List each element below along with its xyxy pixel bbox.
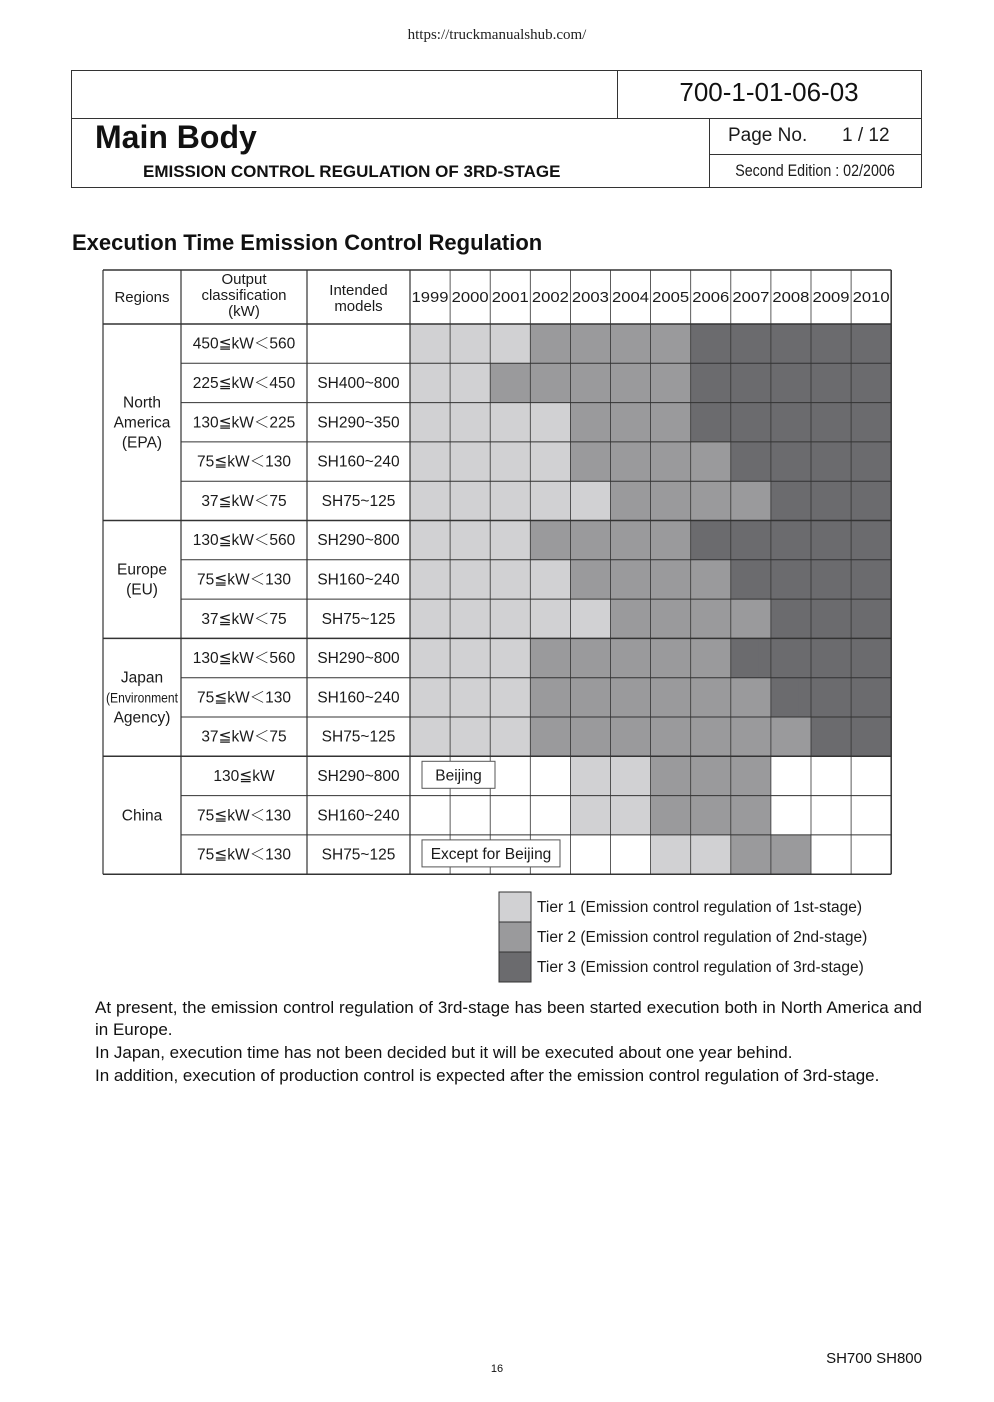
year-label: 2007 xyxy=(732,290,770,306)
tier-cell xyxy=(731,599,771,638)
tier-cell xyxy=(731,717,771,756)
tier-cell xyxy=(611,756,651,795)
year-label: 1999 xyxy=(411,290,449,306)
region-label: (Environment xyxy=(106,689,179,706)
header-models: models xyxy=(334,298,383,315)
tier-cell xyxy=(731,796,771,835)
header-regions: Regions xyxy=(114,289,170,306)
tier-cell xyxy=(651,403,691,442)
tier-cell xyxy=(570,796,610,835)
model-label: SH160~240 xyxy=(317,689,400,707)
region-label: North xyxy=(123,394,161,412)
tier-cell xyxy=(450,599,490,638)
tier-cell xyxy=(839,717,891,756)
tier-cell xyxy=(490,638,530,677)
paragraph: In addition, execution of production control is expected after the emission control regulation of 3rd-stage. xyxy=(95,1066,880,1085)
paragraph: At present, the emission control regulation of 3rd-stage has been started execution both in North America and in Europe. xyxy=(95,998,922,1039)
tier-cell xyxy=(851,363,891,402)
tier-cell xyxy=(450,678,490,717)
year-label: 2006 xyxy=(692,290,730,306)
tier-cell xyxy=(691,756,731,795)
tier-cell xyxy=(530,403,570,442)
output-class-label: 225≦kW＜450 xyxy=(192,374,296,392)
output-class-label: 37≦kW＜75 xyxy=(201,492,287,510)
tier-cell xyxy=(570,678,610,717)
footer-page-number: 16 xyxy=(490,1363,504,1375)
tier-cell xyxy=(611,638,651,677)
year-label: 2000 xyxy=(451,290,489,306)
output-class-label: 130≦kW＜560 xyxy=(192,532,296,550)
tier-cell xyxy=(691,363,731,402)
legend-swatch xyxy=(499,952,531,982)
tier-cell xyxy=(651,481,691,520)
tier-cell xyxy=(450,638,490,677)
tier-cell xyxy=(851,442,891,481)
tier-cell xyxy=(570,481,610,520)
model-label: SH160~240 xyxy=(317,453,400,471)
tier-cell xyxy=(611,521,651,560)
tier-cell xyxy=(811,521,851,560)
tier-cell xyxy=(651,442,691,481)
output-class-label: 75≦kW＜130 xyxy=(197,453,291,471)
section-title: Execution Time Emission Control Regulation xyxy=(72,230,543,255)
model-label: SH75~125 xyxy=(321,728,396,746)
tier-cell xyxy=(410,481,450,520)
tier-cell xyxy=(611,363,651,402)
tier-cell xyxy=(530,717,570,756)
tier-cell xyxy=(851,835,891,874)
tier-cell xyxy=(771,481,811,520)
header-output: Output xyxy=(221,271,267,288)
header-output: (kW) xyxy=(228,303,260,320)
region-label: China xyxy=(121,807,163,825)
tier-cell xyxy=(771,599,811,638)
tier-cell xyxy=(450,403,490,442)
model-label: SH75~125 xyxy=(321,846,396,864)
tier-cell xyxy=(651,363,691,402)
region-label: America xyxy=(113,414,171,432)
tier-cell xyxy=(731,403,771,442)
model-label: SH290~800 xyxy=(317,767,400,785)
tier-cell xyxy=(611,599,651,638)
tier-cell xyxy=(771,796,811,835)
tier-cell xyxy=(731,481,771,520)
output-class-label: 130≦kW xyxy=(213,767,275,785)
tier-cell xyxy=(410,521,450,560)
region-label: Agency) xyxy=(113,709,171,727)
tier-cell xyxy=(811,560,851,599)
output-class-label: 75≦kW＜130 xyxy=(197,807,291,825)
year-label: 2004 xyxy=(612,290,650,306)
tier-cell xyxy=(799,678,891,717)
tier-cell xyxy=(530,756,570,795)
tier-cell xyxy=(410,796,450,835)
tier-cell xyxy=(691,717,731,756)
tier-cell xyxy=(530,638,570,677)
footer-model: SH700 SH800 xyxy=(826,1350,922,1367)
tier-cell xyxy=(851,324,891,363)
output-class-label: 75≦kW＜130 xyxy=(197,571,291,589)
output-class-label: 75≦kW＜130 xyxy=(197,689,291,707)
tier-cell xyxy=(410,638,450,677)
tier-cell xyxy=(651,756,691,795)
tier-cell xyxy=(530,363,570,402)
tier-cell xyxy=(530,481,570,520)
tier-cell xyxy=(611,796,651,835)
tier-cell xyxy=(759,638,891,677)
tier-cell xyxy=(851,796,891,835)
tier-cell xyxy=(651,324,691,363)
tier-cell xyxy=(691,678,731,717)
tier-cell xyxy=(570,403,610,442)
tier-cell xyxy=(570,324,610,363)
tier-cell xyxy=(410,403,450,442)
tier-cell xyxy=(691,560,731,599)
output-class-label: 450≦kW＜560 xyxy=(192,335,296,353)
tier-cell xyxy=(530,560,570,599)
document-number: 700-1-01-06-03 xyxy=(679,77,859,107)
tier-cell xyxy=(651,717,691,756)
output-class-label: 130≦kW＜560 xyxy=(192,650,296,668)
tier-cell xyxy=(490,560,530,599)
tier-cell xyxy=(811,835,851,874)
source-url[interactable]: https://truckmanualshub.com/ xyxy=(407,27,587,43)
tier-cell xyxy=(611,442,651,481)
tier-cell xyxy=(611,717,651,756)
tier-cell xyxy=(771,717,811,756)
year-label: 2008 xyxy=(772,290,810,306)
tier-cell xyxy=(410,678,450,717)
year-label: 2010 xyxy=(852,290,890,306)
tier-cell xyxy=(530,442,570,481)
tier-cell xyxy=(811,599,851,638)
year-label: 2005 xyxy=(652,290,690,306)
tier-cell xyxy=(450,442,490,481)
model-label: SH160~240 xyxy=(317,807,400,825)
tier-cell xyxy=(611,403,651,442)
tier-cell xyxy=(811,363,851,402)
tier-cell xyxy=(731,442,771,481)
tier-cell xyxy=(731,678,771,717)
model-label: SH290~800 xyxy=(317,532,400,550)
tier-cell xyxy=(611,835,651,874)
tier-cell xyxy=(570,717,610,756)
output-class-label: 37≦kW＜75 xyxy=(201,610,287,628)
tier-cell xyxy=(651,638,691,677)
tier-cell xyxy=(691,638,731,677)
tier-cell xyxy=(851,403,891,442)
tier-cell xyxy=(490,481,530,520)
tier-cell xyxy=(570,835,610,874)
tier-cell xyxy=(851,481,891,520)
tier-cell xyxy=(410,599,450,638)
year-label: 2009 xyxy=(812,290,850,306)
tier-cell xyxy=(490,324,530,363)
tier-cell xyxy=(490,678,530,717)
tier-cell xyxy=(530,521,570,560)
legend-label: Tier 2 (Emission control regulation of 2nd-stage) xyxy=(537,929,868,946)
tier-cell xyxy=(651,835,691,874)
annotation-label: Beijing xyxy=(435,767,482,785)
tier-cell xyxy=(771,363,811,402)
region-label: Japan xyxy=(120,669,164,687)
tier-cell xyxy=(771,756,811,795)
region-label: Europe xyxy=(117,561,167,579)
tier-cell xyxy=(691,324,731,363)
tier-cell xyxy=(651,796,691,835)
tier-cell xyxy=(570,521,610,560)
tier-cell xyxy=(811,796,851,835)
tier-cell xyxy=(570,756,610,795)
tier-cell xyxy=(731,521,771,560)
tier-cell xyxy=(450,324,490,363)
tier-cell xyxy=(450,363,490,402)
model-label: SH400~800 xyxy=(317,374,400,392)
legend-label: Tier 3 (Emission control regulation of 3rd-stage) xyxy=(537,959,864,976)
page-number-value: 1 / 12 xyxy=(842,125,890,146)
tier-cell xyxy=(410,324,450,363)
paragraph: In Japan, execution time has not been decided but it will be executed about one year behind. xyxy=(95,1043,793,1062)
tier-cell xyxy=(530,324,570,363)
region-label: (EU) xyxy=(126,581,158,599)
tier-cell xyxy=(731,363,771,402)
tier-cell xyxy=(851,599,891,638)
tier-cell xyxy=(450,717,490,756)
tier-cell xyxy=(490,599,530,638)
year-label: 2003 xyxy=(571,290,609,306)
tier-cell xyxy=(731,835,771,874)
tier-cell xyxy=(851,756,891,795)
output-class-label: 37≦kW＜75 xyxy=(201,728,287,746)
tier-cell xyxy=(651,521,691,560)
tier-cell xyxy=(490,442,530,481)
tier-cell xyxy=(570,599,610,638)
page-title: Main Body xyxy=(95,119,257,155)
tier-cell xyxy=(691,521,731,560)
output-class-label: 130≦kW＜225 xyxy=(192,414,296,432)
model-label: SH75~125 xyxy=(321,492,396,510)
tier-cell xyxy=(771,324,811,363)
tier-cell xyxy=(811,403,851,442)
tier-cell xyxy=(851,560,891,599)
tier-cell xyxy=(731,560,771,599)
annotation-label: Except for Beijing xyxy=(430,845,552,863)
model-label: SH160~240 xyxy=(317,571,400,589)
tier-cell xyxy=(691,796,731,835)
tier-cell xyxy=(811,324,851,363)
legend-swatch xyxy=(499,892,531,922)
tier-cell xyxy=(651,678,691,717)
tier-cell xyxy=(490,796,530,835)
tier-cell xyxy=(570,442,610,481)
page-number-label: Page No. xyxy=(728,125,808,146)
tier-cell xyxy=(691,403,731,442)
tier-cell xyxy=(450,560,490,599)
tier-cell xyxy=(811,481,851,520)
tier-cell xyxy=(611,324,651,363)
tier-cell xyxy=(490,756,530,795)
tier-cell xyxy=(490,717,530,756)
tier-cell xyxy=(490,363,530,402)
tier-cell xyxy=(611,560,651,599)
edition-label: Second Edition : 02/2006 xyxy=(735,161,895,180)
tier-cell xyxy=(771,403,811,442)
tier-cell xyxy=(771,835,811,874)
tier-cell xyxy=(410,442,450,481)
tier-cell xyxy=(611,481,651,520)
tier-cell xyxy=(771,560,811,599)
tier-cell xyxy=(651,599,691,638)
tier-cell xyxy=(771,521,811,560)
tier-cell xyxy=(490,403,530,442)
tier-cell xyxy=(570,560,610,599)
tier-cell xyxy=(651,560,691,599)
tier-cell xyxy=(530,796,570,835)
tier-cell xyxy=(530,678,570,717)
header-models: Intended xyxy=(329,282,388,299)
region-label: (EPA) xyxy=(121,434,163,452)
year-label: 2002 xyxy=(531,290,569,306)
tier-cell xyxy=(530,599,570,638)
model-label: SH75~125 xyxy=(321,610,396,628)
tier-cell xyxy=(691,481,731,520)
tier-cell xyxy=(450,521,490,560)
page-subtitle: EMISSION CONTROL REGULATION OF 3RD-STAGE xyxy=(143,162,561,181)
tier-cell xyxy=(450,481,490,520)
tier-cell xyxy=(450,796,490,835)
legend-label: Tier 1 (Emission control regulation of 1st-stage) xyxy=(537,899,863,916)
tier-cell xyxy=(691,599,731,638)
tier-cell xyxy=(490,521,530,560)
tier-cell xyxy=(410,560,450,599)
tier-cell xyxy=(691,442,731,481)
tier-cell xyxy=(851,521,891,560)
tier-cell xyxy=(731,756,771,795)
tier-cell xyxy=(570,363,610,402)
tier-cell xyxy=(570,638,610,677)
model-label: SH290~350 xyxy=(317,414,400,432)
model-label: SH290~800 xyxy=(317,650,400,668)
tier-cell xyxy=(811,756,851,795)
tier-cell xyxy=(410,363,450,402)
tier-cell xyxy=(811,442,851,481)
header-output: classification xyxy=(201,287,287,304)
tier-cell xyxy=(410,717,450,756)
tier-cell xyxy=(771,442,811,481)
tier-cell xyxy=(691,835,731,874)
tier-cell xyxy=(731,324,771,363)
tier-cell xyxy=(611,678,651,717)
legend-swatch xyxy=(499,922,531,952)
output-class-label: 75≦kW＜130 xyxy=(197,846,291,864)
year-label: 2001 xyxy=(491,290,529,306)
body-text xyxy=(95,997,922,1088)
